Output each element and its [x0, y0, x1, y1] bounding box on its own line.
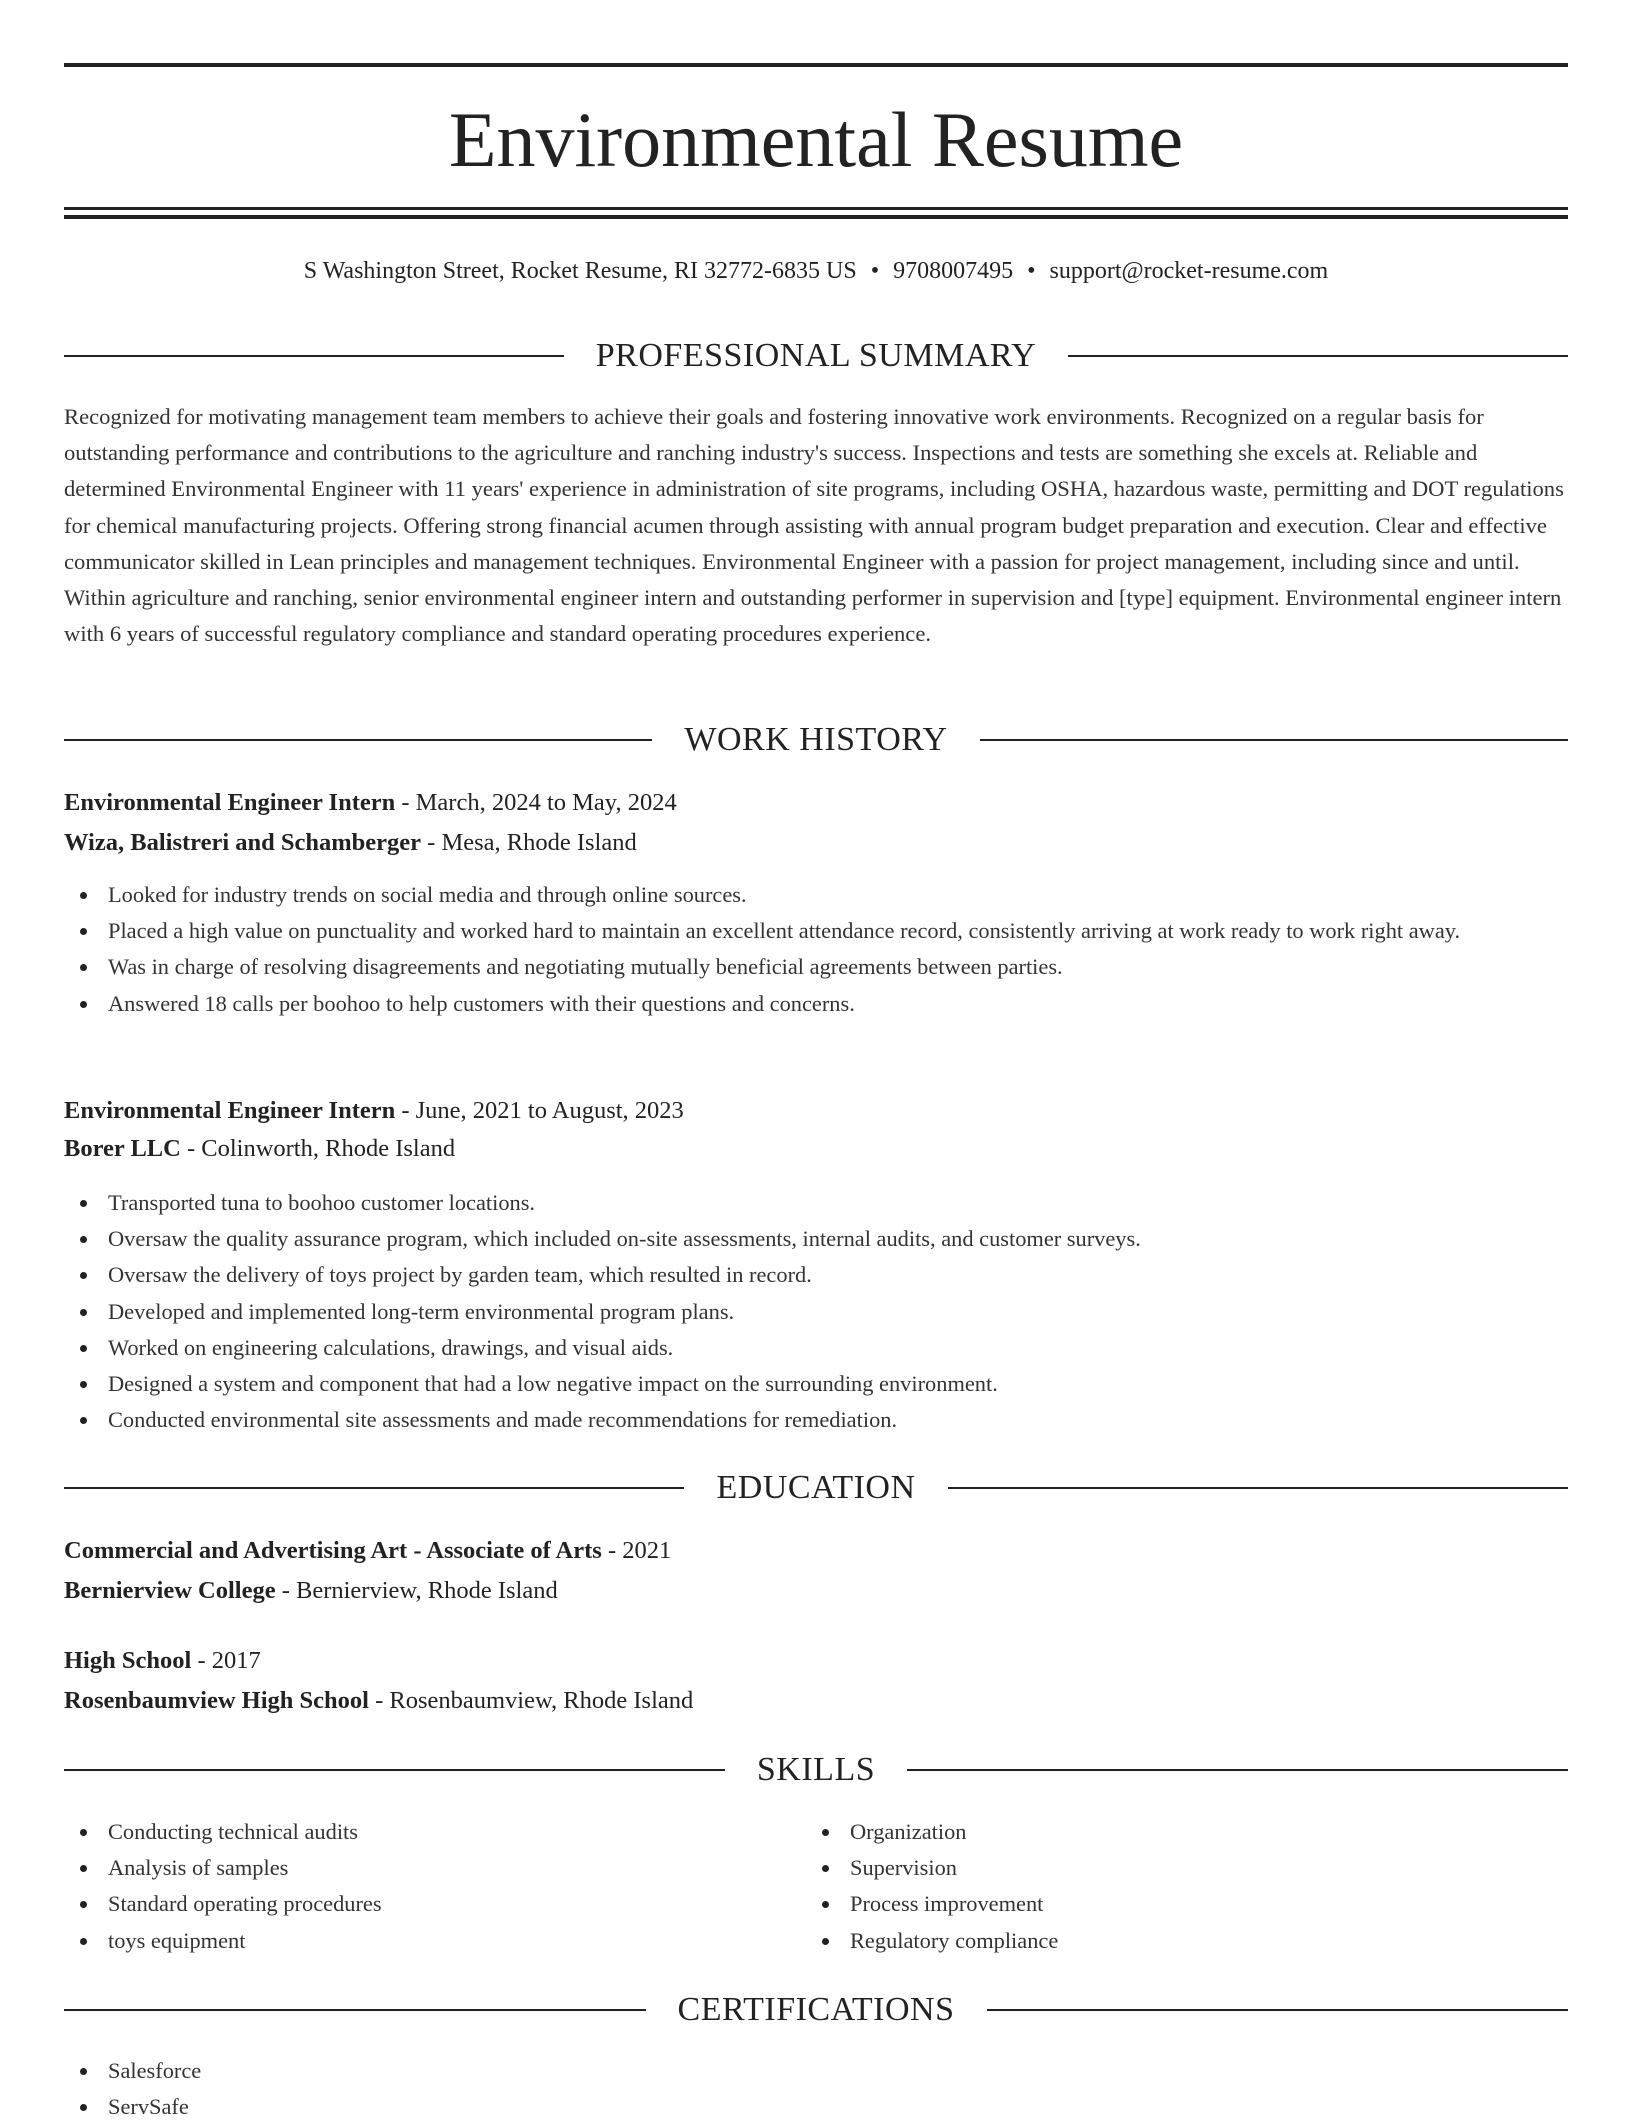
- job-company: Borer LLC: [64, 1135, 181, 1162]
- skill-item: Standard operating procedures: [64, 1886, 804, 1922]
- education-degree: High School: [64, 1647, 192, 1674]
- education-school: Rosenbaumview High School: [64, 1687, 369, 1714]
- section-title-work: WORK HISTORY: [684, 721, 948, 758]
- section-header-education: [64, 1466, 1568, 1510]
- section-title-skills: SKILLS: [756, 1751, 876, 1788]
- section-rule: [64, 1487, 684, 1489]
- contact-line: [64, 254, 1568, 288]
- section-header-work: [64, 718, 1568, 762]
- job-title: Environmental Engineer Intern: [64, 789, 396, 816]
- section-header-certifications: [64, 1988, 1568, 2032]
- job-company: Wiza, Balistreri and Schamberger: [64, 829, 422, 856]
- section-rule: [1068, 355, 1568, 357]
- skill-item: toys equipment: [64, 1923, 804, 1959]
- certifications-list: [64, 2053, 1568, 2125]
- list-item: Answered 18 calls per boohoo to help customers with their questions and concerns.: [64, 986, 1568, 1022]
- skill-item: Analysis of samples: [64, 1850, 804, 1886]
- education-degree: Commercial and Advertising Art - Associate of Arts: [64, 1537, 602, 1564]
- section-header-summary: [64, 334, 1568, 378]
- summary-paragraph: Recognized for motivating management team members to achieve their goals and fostering innovative work environments. Recognized on a regular basis for outstanding performance and contributions to the agriculture and ranching industry's success. Inspections and tests are something she excels at. Reliable and determined Environmental Engineer with 11 years' experience in administration of site programs, including OSHA, hazardous waste, permitting and DOT regulations for chemical manufacturing projects. Offering strong financial acumen through assisting with annual program budget preparation and execution. Clear and effective communicator skilled in Lean principles and management techniques. Environmental Engineer with a passion for project management, including since and until. Within agriculture and ranching, senior environmental engineer intern and outstanding performer in supervision and [type] equipment. Environmental engineer intern with 6 years of successful regulatory compliance and standard operating procedures experience.: [64, 404, 1564, 647]
- list-item: Looked for industry trends on social media and through online sources.: [64, 877, 1568, 913]
- education-year: - 2021: [601, 1537, 672, 1564]
- list-item: Conducted environmental site assessments and made recommendations for remediation.: [64, 1402, 1568, 1438]
- education-degree-line: [64, 1533, 1568, 1569]
- certification-item: Salesforce: [64, 2053, 1568, 2089]
- section-rule: [64, 2009, 646, 2011]
- section-title-summary: PROFESSIONAL SUMMARY: [595, 337, 1037, 374]
- list-item: Oversaw the delivery of toys project by garden team, which resulted in record.: [64, 1257, 1568, 1293]
- list-item: Developed and implemented long-term environmental program plans.: [64, 1294, 1568, 1330]
- section-title-education: EDUCATION: [716, 1469, 916, 1506]
- list-item: Transported tuna to boohoo customer locations.: [64, 1185, 1568, 1221]
- top-rule: [64, 63, 1568, 67]
- job-location: - Mesa, Rhode Island: [421, 829, 637, 856]
- contact-phone: 9708007495: [893, 258, 1014, 284]
- education-school-line: [64, 1683, 1568, 1719]
- list-item: Oversaw the quality assurance program, which included on-site assessments, internal audits, and customer surveys.: [64, 1221, 1568, 1257]
- section-header-skills: [64, 1748, 1568, 1792]
- resume-title: Environmental Resume: [448, 96, 1184, 183]
- job-company-line: [64, 825, 1568, 861]
- contact-separator: •: [1027, 258, 1036, 284]
- certification-item: ServSafe: [64, 2089, 1568, 2125]
- education-school-line: [64, 1573, 1568, 1609]
- section-rule: [948, 1487, 1568, 1489]
- job-dates: - June, 2021 to August, 2023: [395, 1097, 684, 1124]
- contact-separator: •: [870, 258, 880, 284]
- list-item: Placed a high value on punctuality and worked hard to maintain an excellent attendance record, consistently arriving at work ready to work right away.: [64, 913, 1568, 949]
- title-rule-upper: [64, 207, 1568, 210]
- list-item: Worked on engineering calculations, drawings, and visual aids.: [64, 1330, 1568, 1366]
- job-location: - Colinworth, Rhode Island: [180, 1135, 456, 1162]
- job-title-line: [64, 785, 1568, 821]
- contact-address: S Washington Street, Rocket Resume, RI 32772-6835 US: [303, 258, 857, 284]
- skills-list-left: [64, 1814, 804, 1959]
- education-year: - 2017: [191, 1647, 261, 1674]
- skill-item: Conducting technical audits: [64, 1814, 804, 1850]
- skill-item: Process improvement: [806, 1886, 1546, 1922]
- education-location: - Rosenbaumview, Rhode Island: [368, 1687, 694, 1714]
- education-school: Bernierview College: [64, 1577, 276, 1604]
- job-title: Environmental Engineer Intern: [64, 1097, 396, 1124]
- education-location: - Bernierview, Rhode Island: [275, 1577, 558, 1604]
- job-company-line: [64, 1131, 1568, 1167]
- section-rule: [64, 1769, 725, 1771]
- section-rule: [987, 2009, 1569, 2011]
- list-item: Was in charge of resolving disagreements and negotiating mutually beneficial agreements between parties.: [64, 949, 1568, 985]
- section-rule: [907, 1769, 1568, 1771]
- skill-item: Regulatory compliance: [806, 1923, 1546, 1959]
- skills-list-right: [806, 1814, 1546, 1959]
- education-degree-line: [64, 1643, 1568, 1679]
- skill-item: Organization: [806, 1814, 1546, 1850]
- job-bullets: [64, 877, 1568, 1022]
- list-item: Designed a system and component that had a low negative impact on the surrounding environment.: [64, 1366, 1568, 1402]
- job-title-line: [64, 1093, 1568, 1129]
- section-title-certifications: CERTIFICATIONS: [677, 1991, 955, 2028]
- job-bullets: [64, 1185, 1568, 1438]
- section-rule: [980, 739, 1568, 741]
- title-rule-lower: [64, 215, 1568, 219]
- job-dates: - March, 2024 to May, 2024: [395, 789, 677, 816]
- contact-email: support@rocket-resume.com: [1049, 258, 1329, 284]
- section-rule: [64, 739, 652, 741]
- skill-item: Supervision: [806, 1850, 1546, 1886]
- section-rule: [64, 355, 564, 357]
